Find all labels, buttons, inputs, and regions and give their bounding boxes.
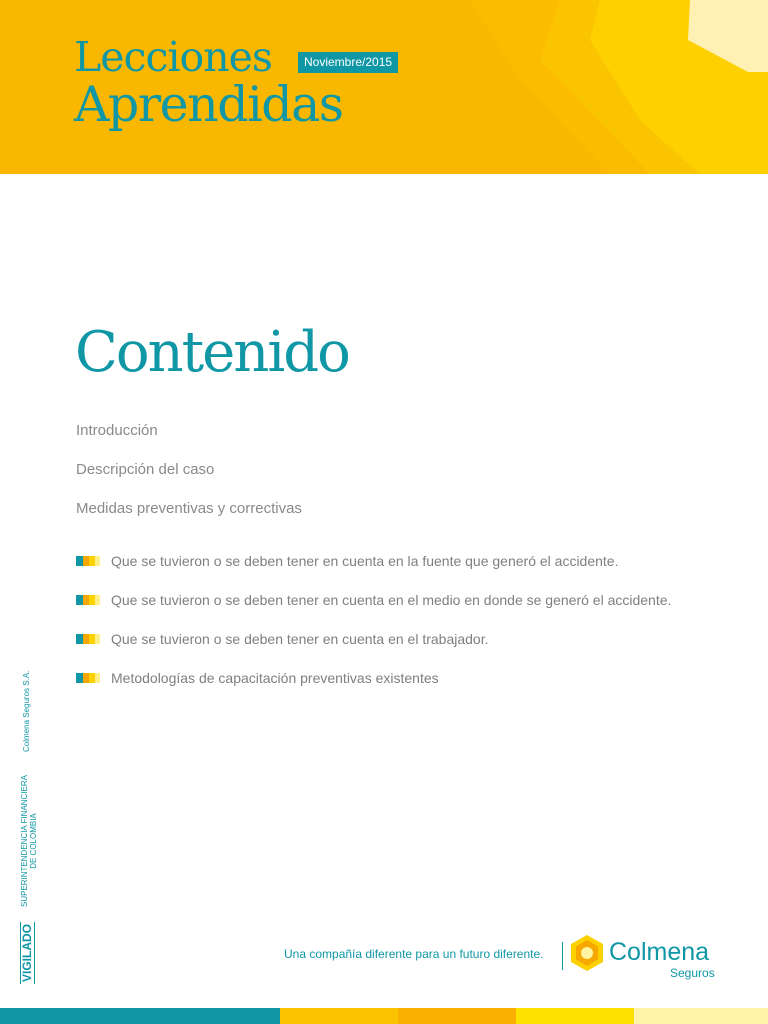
- title-aprendidas: Aprendidas: [74, 76, 343, 133]
- brand-sub: Seguros: [670, 966, 715, 980]
- toc-item-medidas: Medidas preventivas y correctivas: [76, 500, 302, 517]
- bullet-text: Que se tuvieron o se deben tener en cuenta en la fuente que generó el accidente.: [111, 553, 619, 569]
- slogan-divider: [562, 942, 563, 970]
- bullet-item-fuente: [76, 551, 618, 571]
- bullet-text: Que se tuvieron o se deben tener en cuenta en el medio en donde se generó el accidente.: [111, 592, 672, 608]
- bullet-item-trabajador: [76, 629, 489, 649]
- superintendencia-line2: DE COLOMBIA: [29, 813, 38, 869]
- toc-item-descripcion: Descripción del caso: [76, 461, 215, 478]
- brand-name: Colmena: [609, 938, 710, 966]
- vigilado-block: [20, 664, 60, 984]
- bullet-bars-icon: [76, 595, 102, 605]
- colmena-company-text: Colmena Seguros S.A.: [22, 670, 31, 752]
- bullet-bars-icon: [76, 556, 102, 566]
- header-banner: [0, 0, 768, 174]
- bullet-text: Metodologías de capacitación preventivas existentes: [111, 670, 439, 686]
- vigilado-word: VIGILADO: [20, 923, 34, 982]
- bullet-text: Que se tuvieron o se deben tener en cuenta en el trabajador.: [111, 631, 489, 647]
- colmena-hexagon-logo-icon: [570, 934, 604, 972]
- bullet-item-medio: [76, 590, 671, 610]
- bullet-item-metodologias: [76, 668, 439, 688]
- title-lecciones: Lecciones: [74, 33, 272, 81]
- footer-color-bar: [0, 1008, 768, 1024]
- date-badge: Noviembre/2015: [298, 52, 398, 73]
- toc-item-introduccion: Introducción: [76, 422, 158, 439]
- superintendencia-line1: SUPERINTENDENCIA FINANCIERA: [20, 774, 29, 908]
- bullet-bars-icon: [76, 634, 102, 644]
- bullet-bars-icon: [76, 673, 102, 683]
- superintendencia-text: [20, 766, 38, 916]
- slogan: Una compañía diferente para un futuro diferente.: [284, 947, 544, 961]
- contenido-heading: Contenido: [75, 320, 349, 385]
